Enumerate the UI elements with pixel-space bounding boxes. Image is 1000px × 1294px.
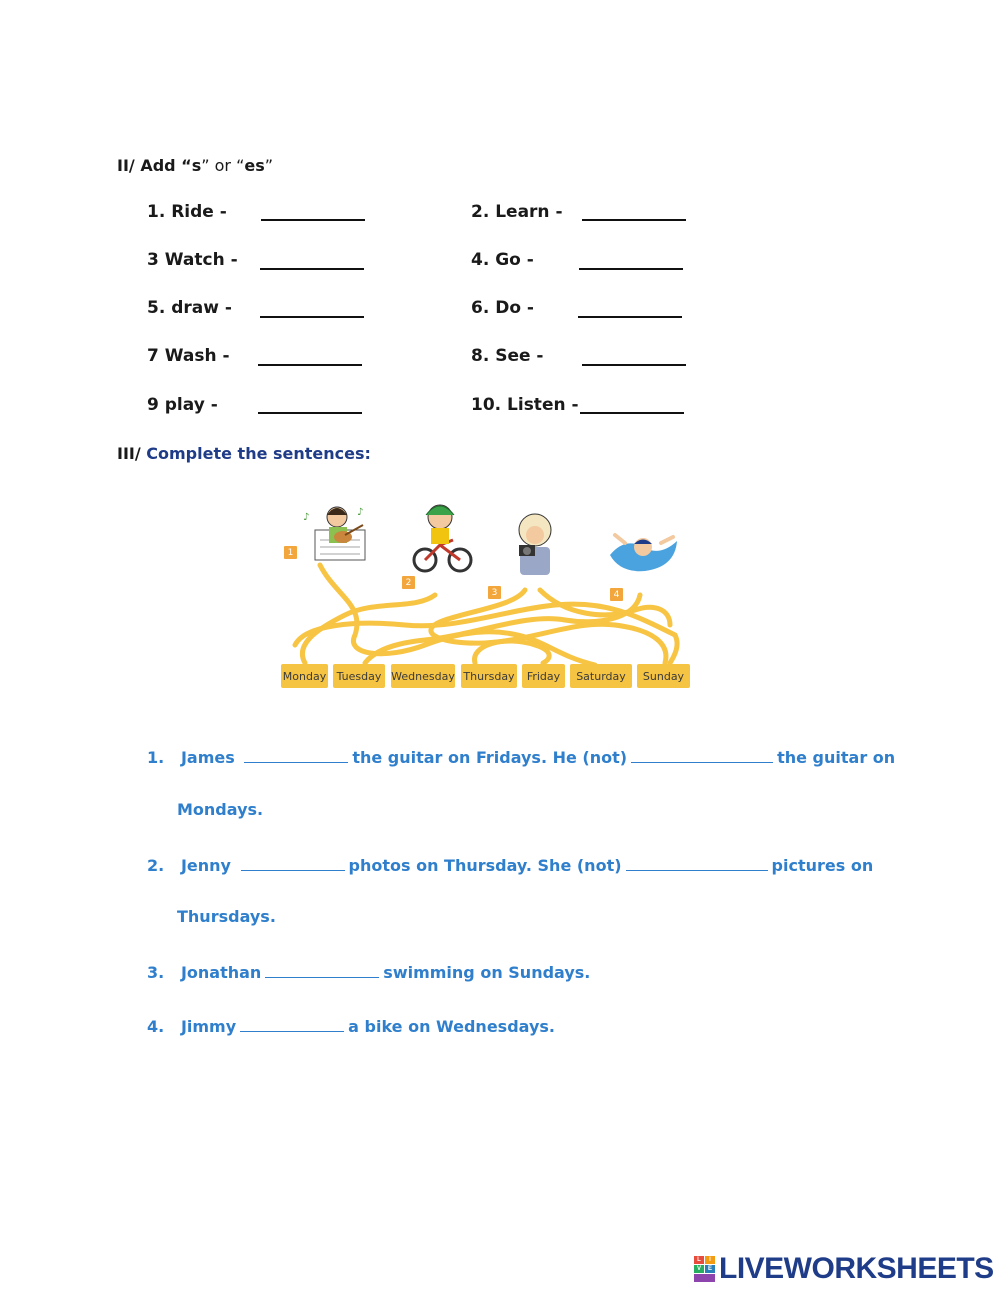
answer-input-8[interactable] [582, 347, 690, 365]
answer-blank-1[interactable] [261, 201, 365, 221]
answer-blank-3[interactable] [260, 250, 364, 270]
answer-input-3[interactable] [260, 251, 368, 269]
picture-number-3: 3 [488, 586, 501, 599]
answer-blank-2[interactable] [582, 201, 686, 221]
day-label-sunday: Sunday [637, 664, 690, 688]
day-label-tuesday: Tuesday [333, 664, 385, 688]
swimmer-icon [610, 535, 677, 571]
day-label-wednesday: Wednesday [391, 664, 455, 688]
verb-item-6: 6. Do - [471, 298, 534, 318]
answer-input-10[interactable] [580, 395, 688, 413]
answer-input-6[interactable] [578, 299, 686, 317]
answer-input-7[interactable] [258, 347, 366, 365]
sentence-3-blank-1[interactable] [265, 961, 379, 978]
liveworksheets-logo[interactable] [694, 1254, 994, 1284]
answer-blank-10[interactable] [580, 394, 684, 414]
verb-item-3: 3 Watch - [147, 250, 238, 270]
answer-input-2[interactable] [582, 202, 690, 220]
guitar-kid-icon [303, 507, 365, 560]
sentence-2-continuation: Thursdays. [177, 907, 276, 926]
verb-item-10: 10. Listen - [471, 395, 579, 415]
verb-item-8: 8. See - [471, 346, 544, 366]
answer-input-5[interactable] [260, 299, 368, 317]
sentence-1-blank-1[interactable] [244, 746, 348, 763]
sentence-4: 4. Jimmy a bike on Wednesdays. [147, 1017, 555, 1036]
answer-input-4[interactable] [579, 251, 687, 269]
answer-blank-5[interactable] [260, 298, 364, 318]
picture-number-2: 2 [402, 576, 415, 589]
logo-text: LIVEWORKSHEETS [719, 1252, 994, 1285]
answer-blank-7[interactable] [258, 346, 362, 366]
answer-input-9[interactable] [258, 395, 366, 413]
section-2-title: II/ Add “s” or “es” [117, 156, 274, 175]
sentence-4-blank-1[interactable] [240, 1015, 344, 1032]
picture-number-4: 4 [610, 588, 623, 601]
camera-kid-icon [519, 514, 551, 575]
answer-input-1[interactable] [261, 202, 369, 220]
verb-item-9: 9 play - [147, 395, 218, 415]
sentence-3: 3. Jonathan swimming on Sundays. [147, 963, 591, 982]
sentence-1-continuation: Mondays. [177, 800, 264, 819]
verb-item-7: 7 Wash - [147, 346, 230, 366]
sentence-2: 2. Jenny photos on Thursday. She (not) pictures on [147, 856, 874, 875]
maze-paths [295, 565, 677, 665]
answer-blank-8[interactable] [582, 346, 686, 366]
day-label-saturday: Saturday [570, 664, 632, 688]
picture-number-1: 1 [284, 546, 297, 559]
sentence-2-blank-2[interactable] [626, 854, 768, 871]
section-3-title: III/ Complete the sentences: [117, 444, 371, 463]
sentence-2-blank-1[interactable] [241, 854, 345, 871]
svg-text:♪: ♪ [357, 507, 364, 518]
day-label-monday: Monday [281, 664, 328, 688]
verb-item-5: 5. draw - [147, 298, 232, 318]
svg-text:♪: ♪ [303, 512, 310, 523]
verb-item-1: 1. Ride - [147, 202, 227, 222]
day-label-thursday: Thursday [461, 664, 517, 688]
day-label-friday: Friday [522, 664, 565, 688]
sentence-1: 1. James the guitar on Fridays. He (not) the guitar on [147, 748, 896, 767]
answer-blank-6[interactable] [578, 298, 682, 318]
verb-item-4: 4. Go - [471, 250, 534, 270]
sentence-1-blank-2[interactable] [631, 746, 773, 763]
answer-blank-9[interactable] [258, 394, 362, 414]
bike-kid-icon [414, 505, 471, 571]
verb-item-2: 2. Learn - [471, 202, 563, 222]
answer-blank-4[interactable] [579, 250, 683, 270]
logo-blocks-icon: L I V E [694, 1256, 716, 1282]
